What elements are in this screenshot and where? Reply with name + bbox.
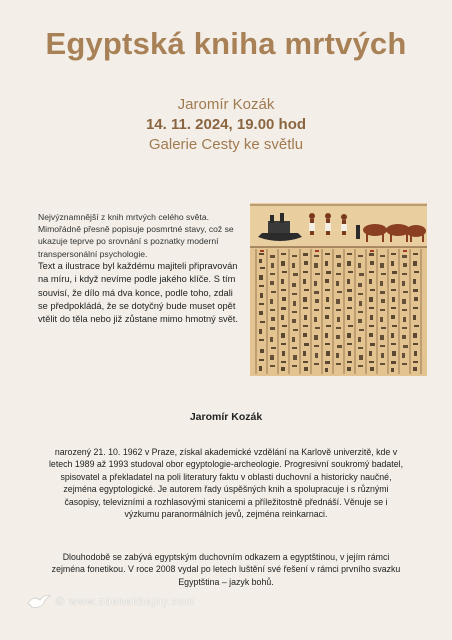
watermark-text: © www.zdenekhajny.com bbox=[56, 596, 196, 608]
intro-text bbox=[38, 211, 243, 327]
dove-logo-icon bbox=[26, 593, 52, 611]
bio-paragraph-1: narozený 21. 10. 1962 v Praze, získal akademické vzdělání na Karlově univerzitě, kde v letech 1989 až 1993 studoval obor egyptologie-archeologie. Progresivní soukromý badatel, spisovatel a překladatel na poli literatury faktu v oblasti duchovní a historicky naučné, zejména egyptologické. Je autorem řady úspěšných knih a spolupracuje i s různými časopisy, televizními a rozhlasovými stanicemi a příležitostně přednáší. Věnuje se i výzkumu paranormálních jevů, zejména reinkarnaci. bbox=[48, 447, 404, 520]
event-author: Jaromír Kozák bbox=[177, 96, 275, 113]
event-venue: Galerie Cesty ke světlu bbox=[148, 136, 304, 153]
intro-paragraph-1: Nejvýznamnější z knih mrtvých celého světa. Mimořádně přesně popisuje posmrtné stavy, což se ukazuje teprve po srovnání s poznatky moderní transpersonální psychologie. bbox=[38, 212, 234, 259]
papyrus-illustration bbox=[250, 203, 427, 376]
watermark bbox=[26, 593, 195, 611]
papyrus-image bbox=[250, 203, 427, 376]
intro-paragraph-2: Text a ilustrace byl každému majiteli připravován na míru, i když nevíme podle jakého klíče. S tím souvisí, že dílo má dva konce, podle toho, zdali se předpokládá, že se dotyčný bude muset opět vtělit do těla nebo již zůstane mimo hmotný svět. bbox=[38, 260, 238, 325]
page-title: Egyptská kniha mrtvých bbox=[45, 26, 407, 61]
bio-heading: Jaromír Kozák bbox=[189, 411, 263, 423]
event-datetime: 14. 11. 2024, 19.00 hod bbox=[145, 116, 307, 133]
bio-paragraph-2: Dlouhodobě se zabývá egyptským duchovním odkazem a egyptštinou, v jejím rámci zejména fonetikou. V roce 2008 vydal po letech luštění své řešení v rámci prvního svazku Egyptština – jazyk bohů. bbox=[51, 552, 401, 587]
